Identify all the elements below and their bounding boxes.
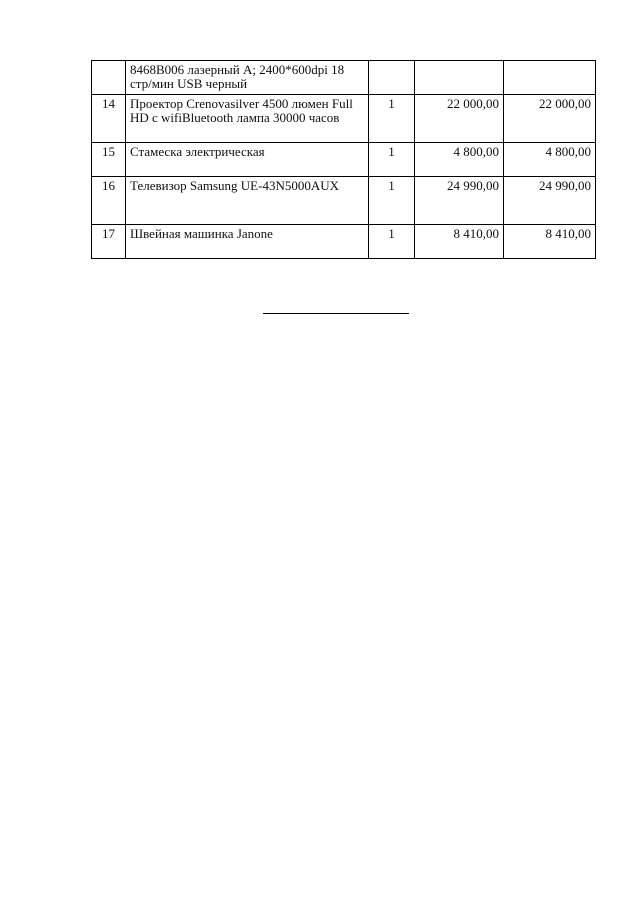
- row-number-cell: [92, 61, 126, 95]
- item-name-cell: 8468B006 лазерный A; 2400*600dpi 18 стр/мин USB черный: [126, 61, 369, 95]
- quantity-cell: [369, 61, 415, 95]
- quantity-cell: 1: [369, 177, 415, 225]
- row-number-cell: 15: [92, 143, 126, 177]
- item-name-cell: Проектор Crenovasilver 4500 люмен Full HD с wifiBluetooth лампа 30000 часов: [126, 95, 369, 143]
- item-name-cell: Стамеска электрическая: [126, 143, 369, 177]
- separator-line: [263, 313, 409, 314]
- table-row: [92, 95, 596, 143]
- item-name-cell: Швейная машинка Janone: [126, 225, 369, 259]
- price-cell: [415, 61, 504, 95]
- price-cell: 24 990,00: [415, 177, 504, 225]
- item-name-cell: Телевизор Samsung UE-43N5000AUX: [126, 177, 369, 225]
- sum-cell: 8 410,00: [504, 225, 596, 259]
- items-table: [91, 60, 596, 259]
- sum-cell: [504, 61, 596, 95]
- row-number-cell: 14: [92, 95, 126, 143]
- quantity-cell: 1: [369, 95, 415, 143]
- table-row: [92, 177, 596, 225]
- table-row: [92, 61, 596, 95]
- quantity-cell: 1: [369, 143, 415, 177]
- price-cell: 4 800,00: [415, 143, 504, 177]
- sum-cell: 4 800,00: [504, 143, 596, 177]
- table-row: [92, 225, 596, 259]
- table-row: [92, 143, 596, 177]
- price-cell: 8 410,00: [415, 225, 504, 259]
- row-number-cell: 16: [92, 177, 126, 225]
- sum-cell: 24 990,00: [504, 177, 596, 225]
- price-cell: 22 000,00: [415, 95, 504, 143]
- quantity-cell: 1: [369, 225, 415, 259]
- row-number-cell: 17: [92, 225, 126, 259]
- sum-cell: 22 000,00: [504, 95, 596, 143]
